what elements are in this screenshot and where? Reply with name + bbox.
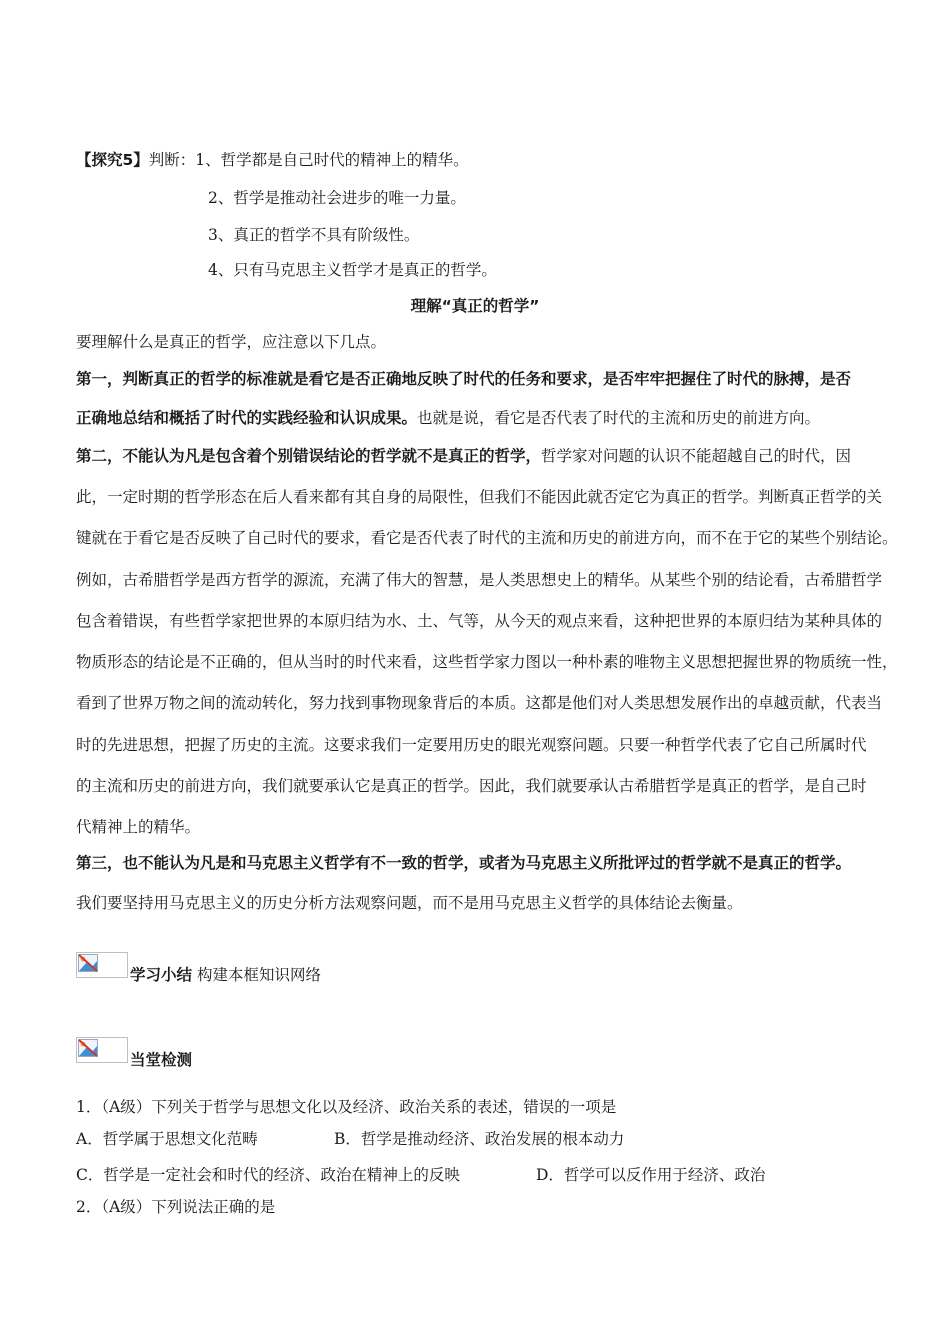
quiz-title: 当堂检测 (130, 1051, 193, 1069)
point2-normal-start: 哲学家对问题的认识不能超越自己的时代，因 (541, 447, 852, 465)
question-1-option-c: C．哲学是一定社会和时代的经济、政治在精神上的反映 (76, 1166, 460, 1184)
section-title: 理解“真正的哲学” (410, 297, 540, 315)
point3-bold-line: 第三，也不能认为凡是和马克思主义哲学有不一致的哲学，或者为马克思主义所批评过的哲学就不是真正的哲学。 (76, 854, 852, 872)
question-1-option-b: B．哲学是推动经济、政治发展的根本动力 (334, 1130, 625, 1148)
summary-heading (130, 965, 321, 985)
summary-title: 学习小结 (130, 966, 193, 984)
explore-item: 4、只有马克思主义哲学才是真正的哲学。 (208, 261, 497, 279)
paragraph-line: 包含着错误，有些哲学家把世界的本原归结为水、土、气等，从今天的观点来看，这种把世界的本原归结为某种具体的 (76, 611, 883, 630)
point1-line1: 第一，判断真正的哲学的标准就是看它是否正确地反映了时代的任务和要求，是否牢牢把握住了时代的脉搏，是否 (76, 370, 852, 388)
question-2-stem: 2．（A级）下列说法正确的是 (76, 1198, 276, 1216)
paragraph-line: 代精神上的精华。 (76, 818, 201, 837)
point1-normal: 也就是说，看它是否代表了时代的主流和历史的前进方向。 (417, 409, 821, 427)
paragraph-line: 时的先进思想，把握了历史的主流。这要求我们一定要用历史的眼光观察问题。只要一种哲学代表了它自己所属时代 (76, 735, 867, 754)
broken-image-icon (76, 1037, 128, 1063)
paragraph-line: 的主流和历史的前进方向，我们就要承认它是真正的哲学。因此，我们就要承认古希腊哲学是真正的哲学，是自己时 (76, 777, 867, 796)
explore-intro-line (76, 150, 469, 170)
paragraph-line: 此，一定时期的哲学形态在后人看来都有其自身的局限性，但我们不能因此就否定它为真正的哲学。判断真正哲学的关 (76, 488, 883, 506)
paragraph-line: 看到了世界万物之间的流动转化，努力找到事物现象背后的本质。这都是他们对人类思想发展作出的卓越贡献，代表当 (76, 694, 883, 713)
point1-bold: 正确地总结和概括了时代的实践经验和认识成果。 (76, 409, 418, 427)
point2-bold: 第二，不能认为凡是包含着个别错误结论的哲学就不是真正的哲学， (76, 447, 542, 465)
question-1-option-d: D．哲学可以反作用于经济、政治 (536, 1166, 766, 1184)
paragraph-line: 键就在于看它是否反映了自己时代的要求，看它是否代表了时代的主流和历史的前进方向，而不在于它的某些个别结论。 (76, 529, 898, 548)
point2-first-line (76, 446, 851, 466)
question-1-stem: 1．（A级）下列关于哲学与思想文化以及经济、政治关系的表述，错误的一项是 (76, 1098, 617, 1116)
broken-image-icon (76, 952, 128, 978)
point2-paragraph (76, 487, 928, 859)
paragraph-line: 例如，古希腊哲学是西方哲学的源流，充满了伟大的智慧，是人类思想史上的精华。从某些个别的结论看，古希腊哲学 (76, 570, 883, 589)
point1-line2 (76, 408, 820, 428)
intro-line: 要理解什么是真正的哲学，应注意以下几点。 (76, 333, 387, 351)
summary-subtitle: 构建本框知识网络 (196, 966, 321, 984)
explore-intro: 判断：1、哲学都是自己时代的精神上的精华。 (148, 151, 469, 169)
question-1-option-a: A．哲学属于思想文化范畴 (76, 1130, 258, 1148)
explore-item: 2、哲学是推动社会进步的唯一力量。 (208, 189, 466, 207)
explore-tag: 【探究5】 (76, 151, 149, 169)
paragraph-line: 物质形态的结论是不正确的，但从当时的时代来看，这些哲学家力图以一种朴素的唯物主义思想把握世界的物质统一性， (76, 653, 898, 672)
point3-normal-line: 我们要坚持用马克思主义的历史分析方法观察问题，而不是用马克思主义哲学的具体结论去衡量。 (76, 894, 743, 912)
explore-item: 3、真正的哲学不具有阶级性。 (208, 226, 420, 244)
